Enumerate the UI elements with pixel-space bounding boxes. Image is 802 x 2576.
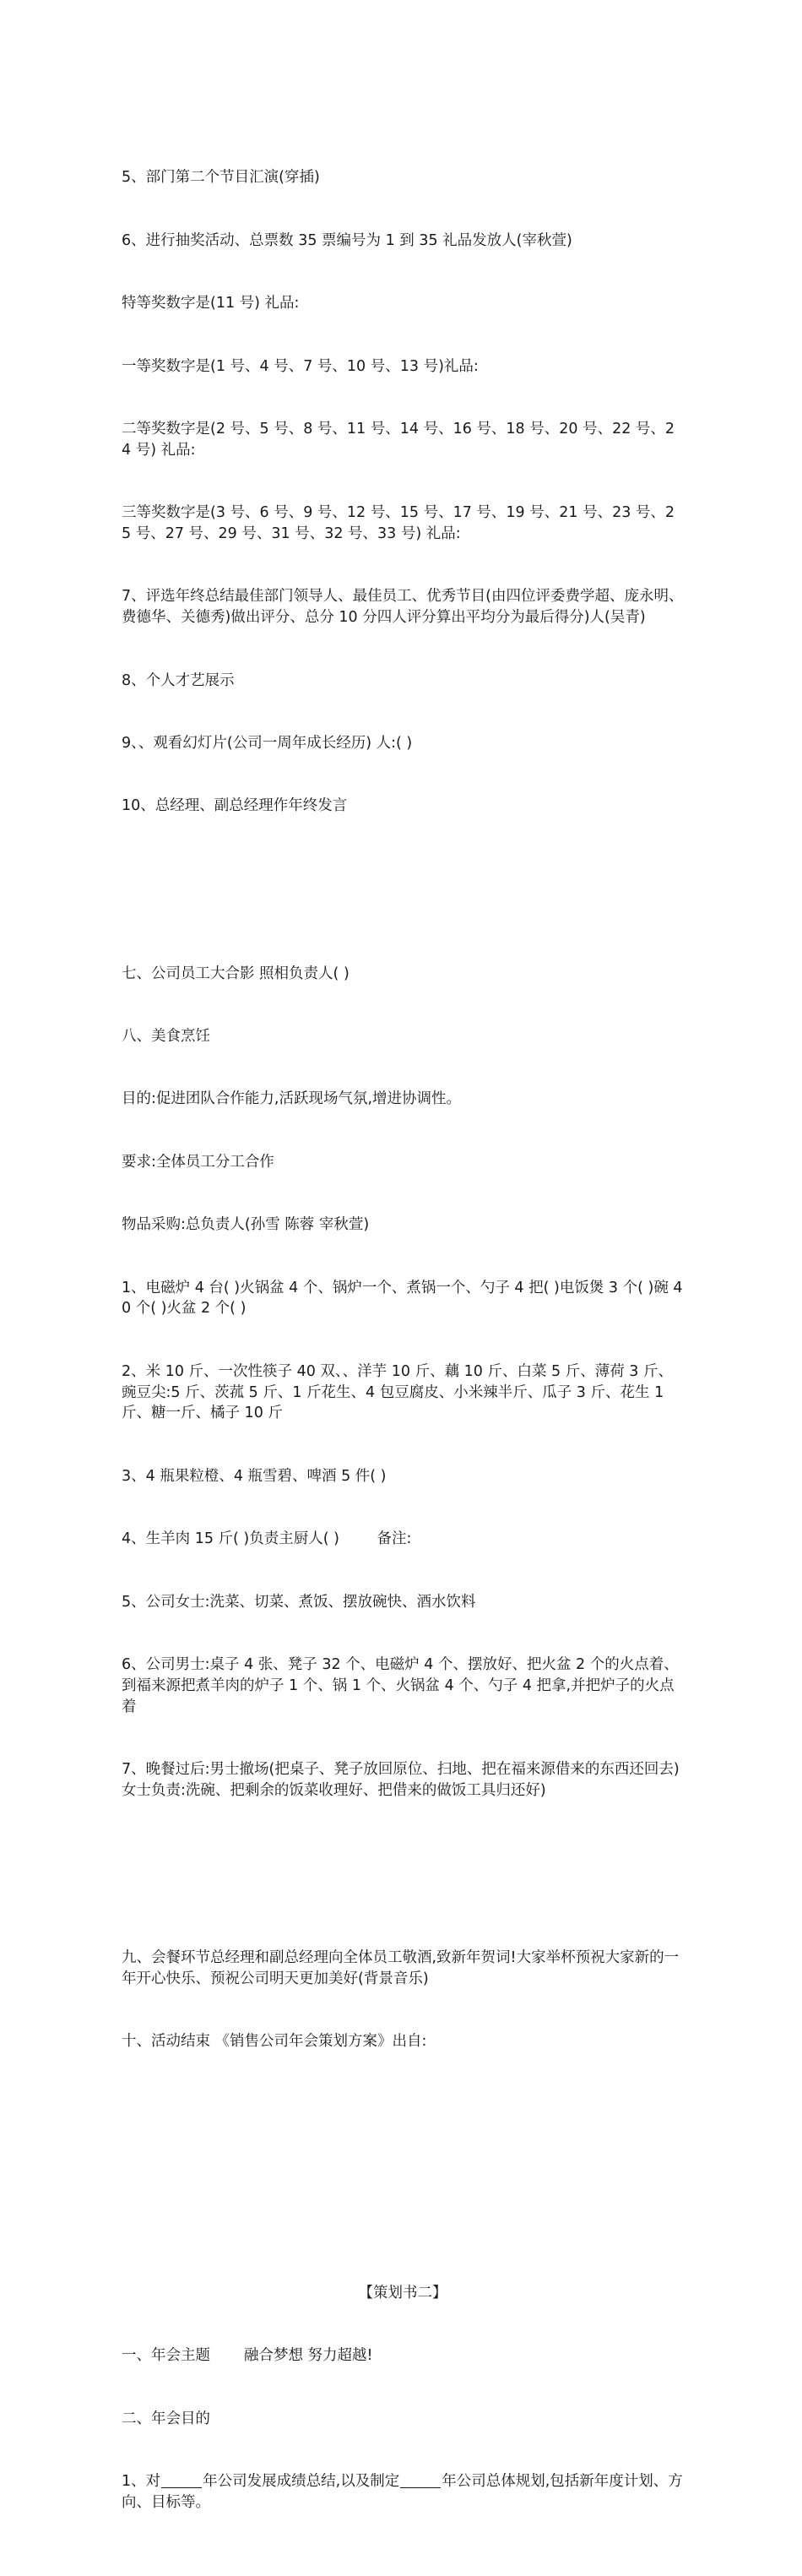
program-item-5: 5、部门第二个节目汇演(穿插) [122,169,320,187]
year-blank [161,2472,202,2488]
program-item-7: 7、评选年终总结最佳部门领导人、最佳员工、优秀节目(由四位评委费学超、庞永明、费德华、关德秀)做出评分、总分 10 分四人评分算出平均分为最后得分)人(吴青) [122,588,684,627]
annual-theme-label: 一、年会主题 [122,2347,210,2365]
purchase-item-6: 6、公司男士:桌子 4 张、凳子 32 个、电磁炉 4 个、摆放好、把火盆 2 个的火点着、到福来源把煮羊肉的炉子 1 个、锅 1 个、火锅盆 4 个、勺子 4 把拿,并把炉子的火点着 [122,1655,679,1715]
spacer [122,2199,684,2220]
grand-prize-line: 特等奖数字是(11 号) 礼品: [122,295,300,312]
document-body [122,105,684,2576]
purchase-item-1: 1、电磁炉 4 台( )火锅盆 4 个、锅炉一个、煮锅一个、勺子 4 把( )电饭煲 3 个( )碗 40 个( )火盆 2 个( ) [122,1279,683,1318]
program-item-9: 9、、观看幻灯片(公司一周年成长经历) 人:( ) [122,734,413,752]
purpose-item-1-part-b: 年公司发展成绩总结,以及制定 [203,2473,400,2491]
section-nine: 九、会餐环节总经理和副总经理向全体员工敬酒,致新年贺词!大家举杯预祝大家新的一年开心快乐、预祝公司明天更加美好(背景音乐) [122,1949,680,1987]
program-item-8: 8、个人才艺展示 [122,671,235,689]
annual-theme-value: 融合梦想 努力超越! [244,2347,373,2365]
spacer [122,2116,684,2158]
purpose-item-1-part-c: 年公司总体规划,包括新年度计划、方向、目标等。 [122,2473,683,2511]
annual-purpose-title: 二、年会目的 [122,2410,210,2427]
purchasing-lead: 物品采购:总负责人(孙雪 陈蓉 宰秋萱) [122,1216,370,1234]
program-item-10: 10、总经理、副总经理作年终发言 [122,797,348,815]
purchase-item-5: 5、公司女士:洗菜、切菜、煮饭、摆放碗快、酒水饮料 [122,1593,476,1611]
plan-two-heading: 【策划书二】 [358,2284,447,2302]
section-ten: 十、活动结束 《销售公司年会策划方案》出自: [122,2033,427,2051]
purpose-item-1 [122,2471,684,2514]
second-prize-line: 二等奖数字是(2 号、5 号、8 号、11 号、14 号、16 号、18 号、20 号、22 号、24 号) 礼品: [122,420,675,459]
cooking-requirement: 要求:全体员工分工合作 [122,1153,274,1171]
annual-theme-line [122,2345,684,2367]
spacer [122,1864,684,1885]
first-prize-line: 一等奖数字是(1 号、4 号、7 号、10 号、13 号)礼品: [122,357,479,375]
purpose-item-1-part-a: 1、对 [122,2473,161,2491]
section-seven: 七、公司员工大合影 照相负责人( ) [122,965,350,982]
purchase-item-4: 4、生羊肉 15 斤( )负责主厨人( ) 备注: [122,1530,412,1548]
third-prize-line: 三等奖数字是(3 号、6 号、9 号、12 号、15 号、17 号、19 号、21 号、23 号、25 号、27 号、29 号、31 号、32 号、33 号) 礼品: [122,504,675,542]
section-eight-title: 八、美食烹饪 [122,1028,210,1046]
program-item-6: 6、进行抽奖活动、总票数 35 票编号为 1 到 35 礼品发放人(宰秋萱) [122,231,572,249]
year-blank [400,2472,441,2488]
spacer [122,879,684,900]
cooking-purpose: 目的:促进团队合作能力,活跃现场气氛,增进协调性。 [122,1090,462,1108]
purchase-item-2: 2、米 10 斤、一次性筷子 40 双、、洋芋 10 斤、藕 10 斤、白菜 5 斤、薄荷 3 斤、豌豆尖:5 斤、茨菰 5 斤、1 斤花生、4 包豆腐皮、小米辣半斤、瓜子 3 斤、花生 1 斤、糖一斤、橘子 10 斤 [122,1362,673,1422]
purchase-item-3: 3、4 瓶果粒橙、4 瓶雪碧、啤酒 5 件( ) [122,1467,387,1485]
purchase-item-7: 7、晚餐过后:男士撤场(把桌子、凳子放回原位、扫地、把在福来源借来的东西还回去)女士负责:洗碗、把剩余的饭菜收理好、把借来的做饭工具归还好) [122,1760,680,1799]
